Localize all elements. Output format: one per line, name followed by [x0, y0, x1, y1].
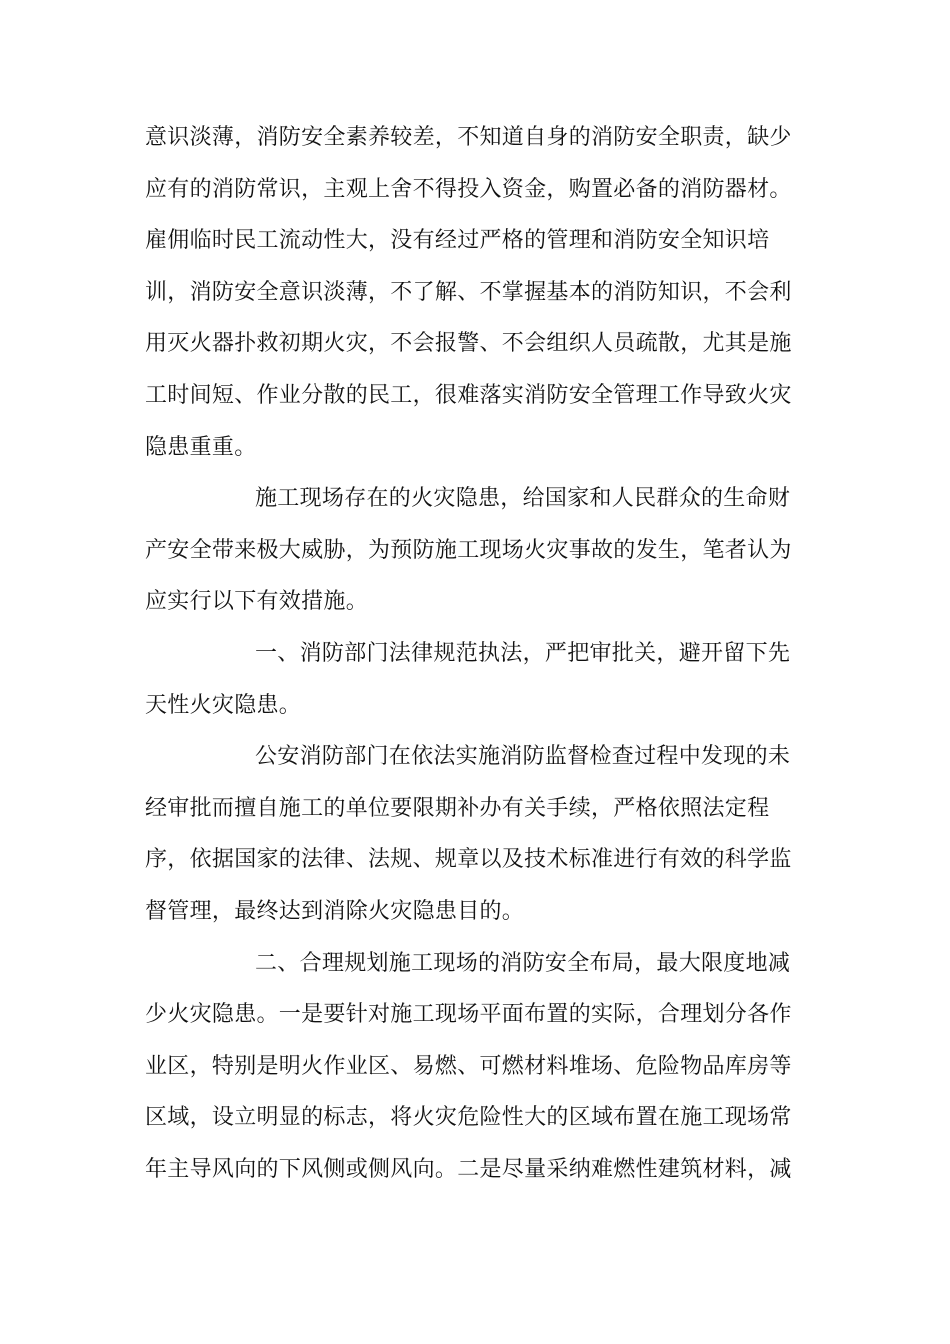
text-line: 施工现场存在的火灾隐患，给国家和人民群众的生命财 [255, 486, 791, 512]
paragraph-5 [145, 938, 805, 1196]
text-line: 业区，特别是明火作业区、易燃、可燃材料堆场、危险物品库房等 [145, 1053, 792, 1079]
text-line: 训，消防安全意识淡薄，不了解、不掌握基本的消防知识，不会利 [145, 279, 792, 305]
text-line: 区域，设立明显的标志，将火灾危险性大的区域布置在施工现场常 [145, 1105, 792, 1131]
text-line: 督管理，最终达到消除火灾隐患目的。 [145, 898, 525, 924]
text-line: 二、合理规划施工现场的消防安全布局，最大限度地减 [255, 950, 791, 976]
text-line: 工时间短、作业分散的民工，很难落实消防安全管理工作导致火灾 [145, 382, 792, 408]
text-line: 应有的消防常识，主观上舍不得投入资金，购置必备的消防器材。 [145, 176, 792, 202]
text-line: 意识淡薄，消防安全素养较差，不知道自身的消防安全职责，缺少 [145, 125, 792, 150]
text-line: 公安消防部门在依法实施消防监督检查过程中发现的未 [255, 744, 791, 770]
text-line: 隐患重重。 [145, 434, 257, 460]
text-line: 雇佣临时民工流动性大，没有经过严格的管理和消防安全知识培 [145, 228, 770, 254]
document-body [145, 112, 805, 1195]
paragraph-2 [145, 473, 805, 628]
text-line: 产安全带来极大威胁，为预防施工现场火灾事故的发生，笔者认为 [145, 537, 792, 563]
text-line: 应实行以下有效措施。 [145, 589, 369, 615]
text-line: 年主导风向的下风侧或侧风向。二是尽量采纳难燃性建筑材料，减 [145, 1156, 792, 1182]
text-line: 天性火灾隐患。 [145, 692, 302, 718]
paragraph-3 [145, 628, 805, 731]
text-line: 序，依据国家的法律、法规、规章以及技术标准进行有效的科学监 [145, 847, 792, 873]
paragraph-1 [145, 112, 805, 473]
text-line: 少火灾隐患。一是要针对施工现场平面布置的实际，合理划分各作 [145, 1002, 792, 1028]
text-line: 一、消防部门法律规范执法，严把审批关，避开留下先 [255, 640, 791, 666]
paragraph-4 [145, 731, 805, 937]
text-line: 用灭火器扑救初期火灾，不会报警、不会组织人员疏散，尤其是施 [145, 331, 792, 357]
text-line: 经审批而擅自施工的单位要限期补办有关手续，严格依照法定程 [145, 795, 770, 821]
